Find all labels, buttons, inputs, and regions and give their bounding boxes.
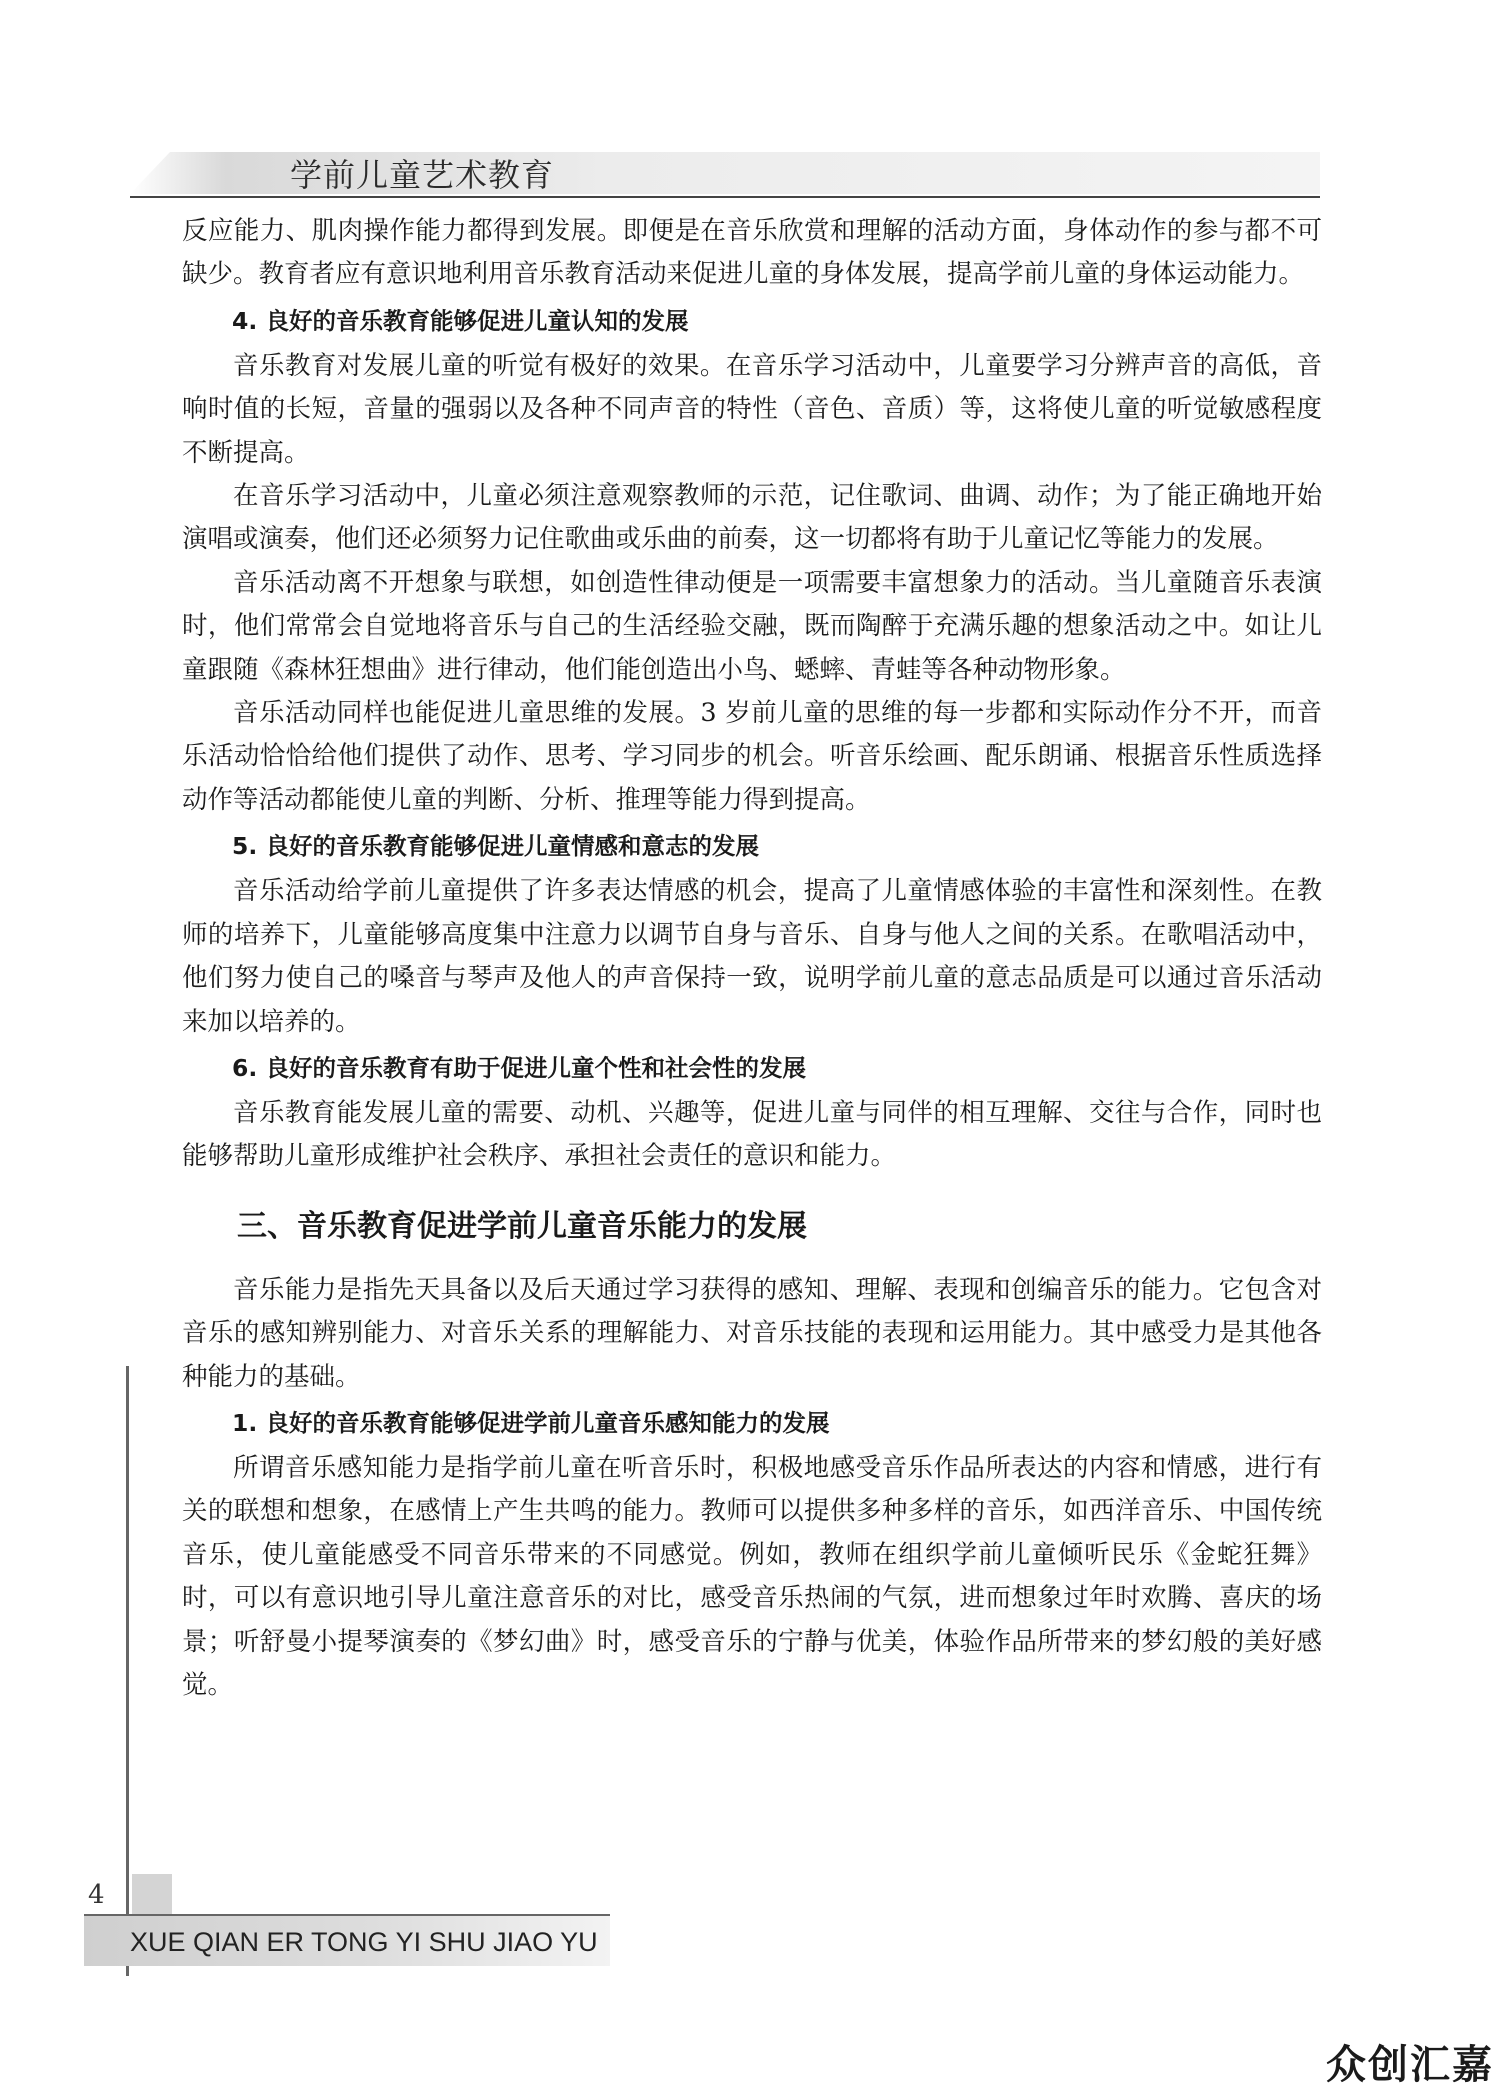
paragraph-3-1: 音乐能力是指先天具备以及后天通过学习获得的感知、理解、表现和创编音乐的能力。它包含对音乐的感知辨别能力、对音乐关系的理解能力、对音乐技能的表现和运用能力。其中感受力是其他各种能力的基础。	[182, 1274, 1322, 1392]
paragraph-6-1: 音乐教育能发展儿童的需要、动机、兴趣等，促进儿童与同伴的相互理解、交往与合作，同时也能够帮助儿童形成维护社会秩序、承担社会责任的意识和能力。	[182, 1097, 1322, 1172]
running-header-title: 学前儿童艺术教育	[290, 156, 555, 194]
paragraph-4-2: 在音乐学习活动中，儿童必须注意观察教师的示范，记住歌词、曲调、动作；为了能正确地开始演唱或演奏，他们还必须努力记住歌曲或乐曲的前奏，这一切都将有助于儿童记忆等能力的发展。	[182, 481, 1322, 555]
watermark-logo: 众创汇嘉	[1326, 2042, 1494, 2088]
subheading-3-1: 1. 良好的音乐教育能够促进学前儿童音乐感知能力的发展	[232, 1408, 830, 1437]
paragraph-4-1: 音乐教育对发展儿童的听觉有极好的效果。在音乐学习活动中，儿童要学习分辨声音的高低，音响时值的长短，音量的强弱以及各种不同声音的特性（音色、音质）等，这将使儿童的听觉敏感程度不断提高。	[182, 350, 1322, 468]
paragraph-5-1: 音乐活动给学前儿童提供了许多表达情感的机会，提高了儿童情感体验的丰富性和深刻性。在教师的培养下，儿童能够高度集中注意力以调节自身与音乐、自身与他人之间的关系。在歌唱活动中，他们努力使自己的嗓音与琴声及他人的声音保持一致，说明学前儿童的意志品质是可以通过音乐活动来加以培养的。	[182, 876, 1322, 1037]
paragraph-3-2: 所谓音乐感知能力是指学前儿童在听音乐时，积极地感受音乐作品所表达的内容和情感，进行有关的联想和想象，在感情上产生共鸣的能力。教师可以提供多种多样的音乐，如西洋音乐、中国传统音乐，使儿童能感受不同音乐带来的不同感觉。例如，教师在组织学前儿童倾听民乐《金蛇狂舞》时，可以有意识地引导儿童注意音乐的对比，感受音乐热闹的气氛，进而想象过年时欢腾、喜庆的场景；听舒曼小提琴演奏的《梦幻曲》时，感受音乐的宁静与优美，体验作品所带来的梦幻般的美好感觉。	[182, 1452, 1322, 1700]
margin-rule	[126, 1366, 129, 1976]
page-number: 4	[88, 1880, 105, 1910]
subheading-6: 6. 良好的音乐教育有助于促进儿童个性和社会性的发展	[232, 1053, 806, 1082]
subheading-5: 5. 良好的音乐教育能够促进儿童情感和意志的发展	[232, 832, 759, 861]
section-title-3: 三、音乐教育促进学前儿童音乐能力的发展	[237, 1208, 807, 1244]
footer-square	[132, 1874, 172, 1914]
paragraph-4-4: 音乐活动同样也能促进儿童思维的发展。3 岁前儿童的思维的每一步都和实际动作分不开，而音乐活动恰恰给他们提供了动作、思考、学习同步的机会。听音乐绘画、配乐朗诵、根据音乐性质选择动作等活动都能使儿童的判断、分析、推理等能力得到提高。	[182, 698, 1322, 815]
page-content	[182, 210, 1322, 1707]
subheading-4: 4. 良好的音乐教育能够促进儿童认知的发展	[232, 306, 689, 335]
paragraph-4-3: 音乐活动离不开想象与联想，如创造性律动便是一项需要丰富想象力的活动。当儿童随音乐表演时，他们常常会自觉地将音乐与自己的生活经验交融，既而陶醉于充满乐趣的想象活动之中。如让儿童跟随《森林狂想曲》进行律动，他们能创造出小鸟、蟋蟀、青蛙等各种动物形象。	[182, 567, 1322, 685]
header-rule	[130, 196, 1320, 198]
paragraph-intro: 反应能力、肌肉操作能力都得到发展。即便是在音乐欣赏和理解的活动方面，身体动作的参与都不可缺少。教育者应有意识地利用音乐教育活动来促进儿童的身体发展，提高学前儿童的身体运动能力。	[182, 216, 1322, 290]
footer-pinyin: XUE QIAN ER TONG YI SHU JIAO YU	[130, 1927, 598, 1957]
